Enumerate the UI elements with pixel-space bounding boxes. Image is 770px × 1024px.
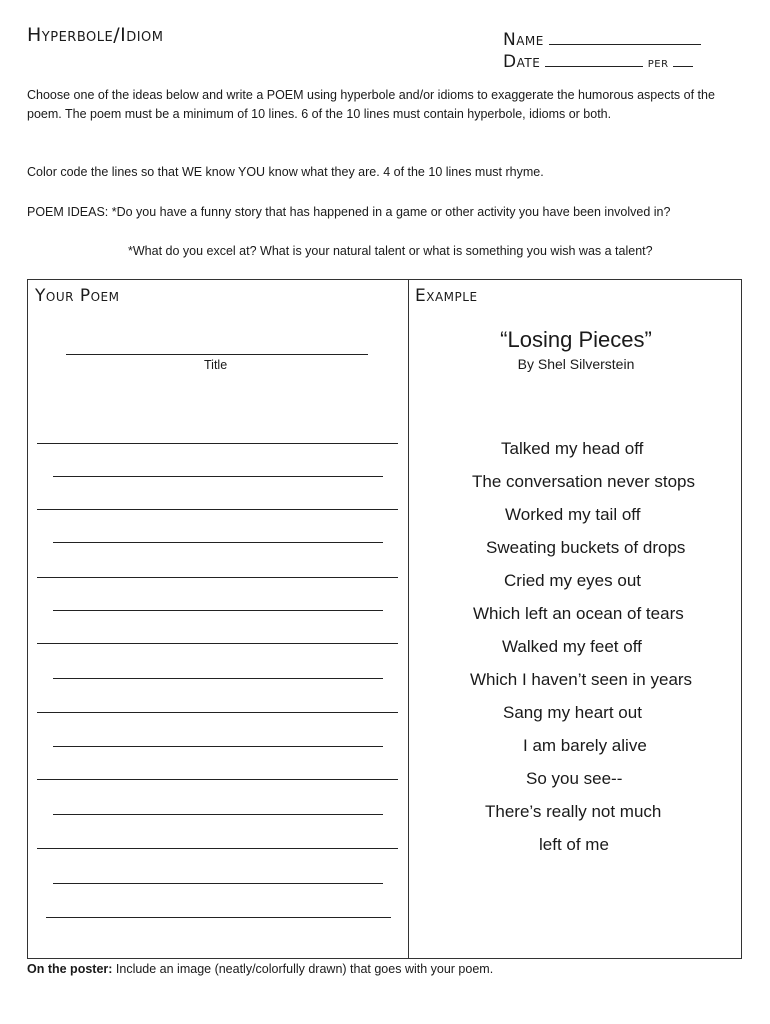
example-poem-line: The conversation never stops bbox=[472, 472, 696, 491]
example-poem-line: Cried my eyes out bbox=[504, 571, 641, 590]
name-field[interactable] bbox=[503, 30, 701, 50]
example-poem-title: “Losing Pieces” bbox=[500, 327, 652, 352]
poem-write-line-4[interactable] bbox=[53, 542, 383, 543]
example-poem-line: Sang my heart out bbox=[503, 703, 642, 722]
example-poem-line: Walked my feet off bbox=[502, 637, 642, 656]
date-field[interactable] bbox=[503, 52, 693, 72]
per-blank bbox=[673, 52, 693, 67]
example-poem-line: There’s really not much bbox=[485, 802, 662, 821]
example-poem-line: Talked my head off bbox=[501, 439, 644, 458]
title-input-line[interactable] bbox=[66, 354, 368, 355]
poem-write-line-1[interactable] bbox=[37, 443, 398, 444]
example-poem-line: I am barely alive bbox=[523, 736, 647, 755]
page-title: Hyperbole/Idiom bbox=[27, 24, 164, 46]
example-poem-line: left of me bbox=[539, 835, 609, 854]
poster-text: Include an image (neatly/colorfully drawn) that goes with your poem. bbox=[112, 962, 494, 976]
poem-write-line-11[interactable] bbox=[37, 779, 398, 780]
poem-ideas-line-1: POEM IDEAS: *Do you have a funny story that has happened in a game or other activity you have been involved in? bbox=[27, 205, 671, 219]
poem-write-line-2[interactable] bbox=[53, 476, 383, 477]
date-label: Date bbox=[503, 52, 541, 72]
poem-write-line-3[interactable] bbox=[37, 509, 398, 510]
per-label: per bbox=[647, 55, 669, 71]
poem-write-line-8[interactable] bbox=[53, 678, 383, 679]
example-poem-line: Which I haven’t seen in years bbox=[470, 670, 693, 689]
poem-write-line-15[interactable] bbox=[46, 917, 391, 918]
name-label: Name bbox=[503, 30, 544, 50]
poster-label: On the poster: bbox=[27, 962, 113, 976]
poem-write-line-6[interactable] bbox=[53, 610, 383, 611]
instructions-paragraph-1: Choose one of the ideas below and write a POEM using hyperbole and/or idioms to exaggerate the humorous aspects of the poem. The poem must be a minimum of 10 lines. 6 of the 10 lines must contain hyperbole, idioms or both. bbox=[27, 88, 715, 121]
poem-write-line-13[interactable] bbox=[37, 848, 398, 849]
poem-write-line-12[interactable] bbox=[53, 814, 383, 815]
date-blank bbox=[545, 52, 643, 67]
example-poem-author: By Shel Silverstein bbox=[517, 356, 635, 372]
poster-instructions bbox=[27, 962, 493, 976]
poem-write-line-5[interactable] bbox=[37, 577, 398, 578]
name-blank bbox=[549, 30, 701, 45]
poem-write-line-10[interactable] bbox=[53, 746, 383, 747]
your-poem-heading: Your Poem bbox=[35, 286, 120, 306]
example-poem-line: Which left an ocean of tears bbox=[473, 604, 684, 623]
poem-ideas-line-2: *What do you excel at? What is your natural talent or what is something you wish was a talent? bbox=[128, 244, 653, 258]
poem-write-line-14[interactable] bbox=[53, 883, 383, 884]
poem-write-line-7[interactable] bbox=[37, 643, 398, 644]
example-heading: Example bbox=[415, 286, 478, 306]
example-poem-line: Worked my tail off bbox=[505, 505, 641, 524]
example-poem-line: So you see-- bbox=[526, 769, 623, 788]
example-poem-line: Sweating buckets of drops bbox=[486, 538, 686, 557]
instructions-paragraph-2: Color code the lines so that WE know YOU know what they are. 4 of the 10 lines must rhyme. bbox=[27, 165, 544, 179]
title-label: Title bbox=[204, 358, 228, 372]
poem-write-line-9[interactable] bbox=[37, 712, 398, 713]
column-divider bbox=[408, 279, 409, 959]
